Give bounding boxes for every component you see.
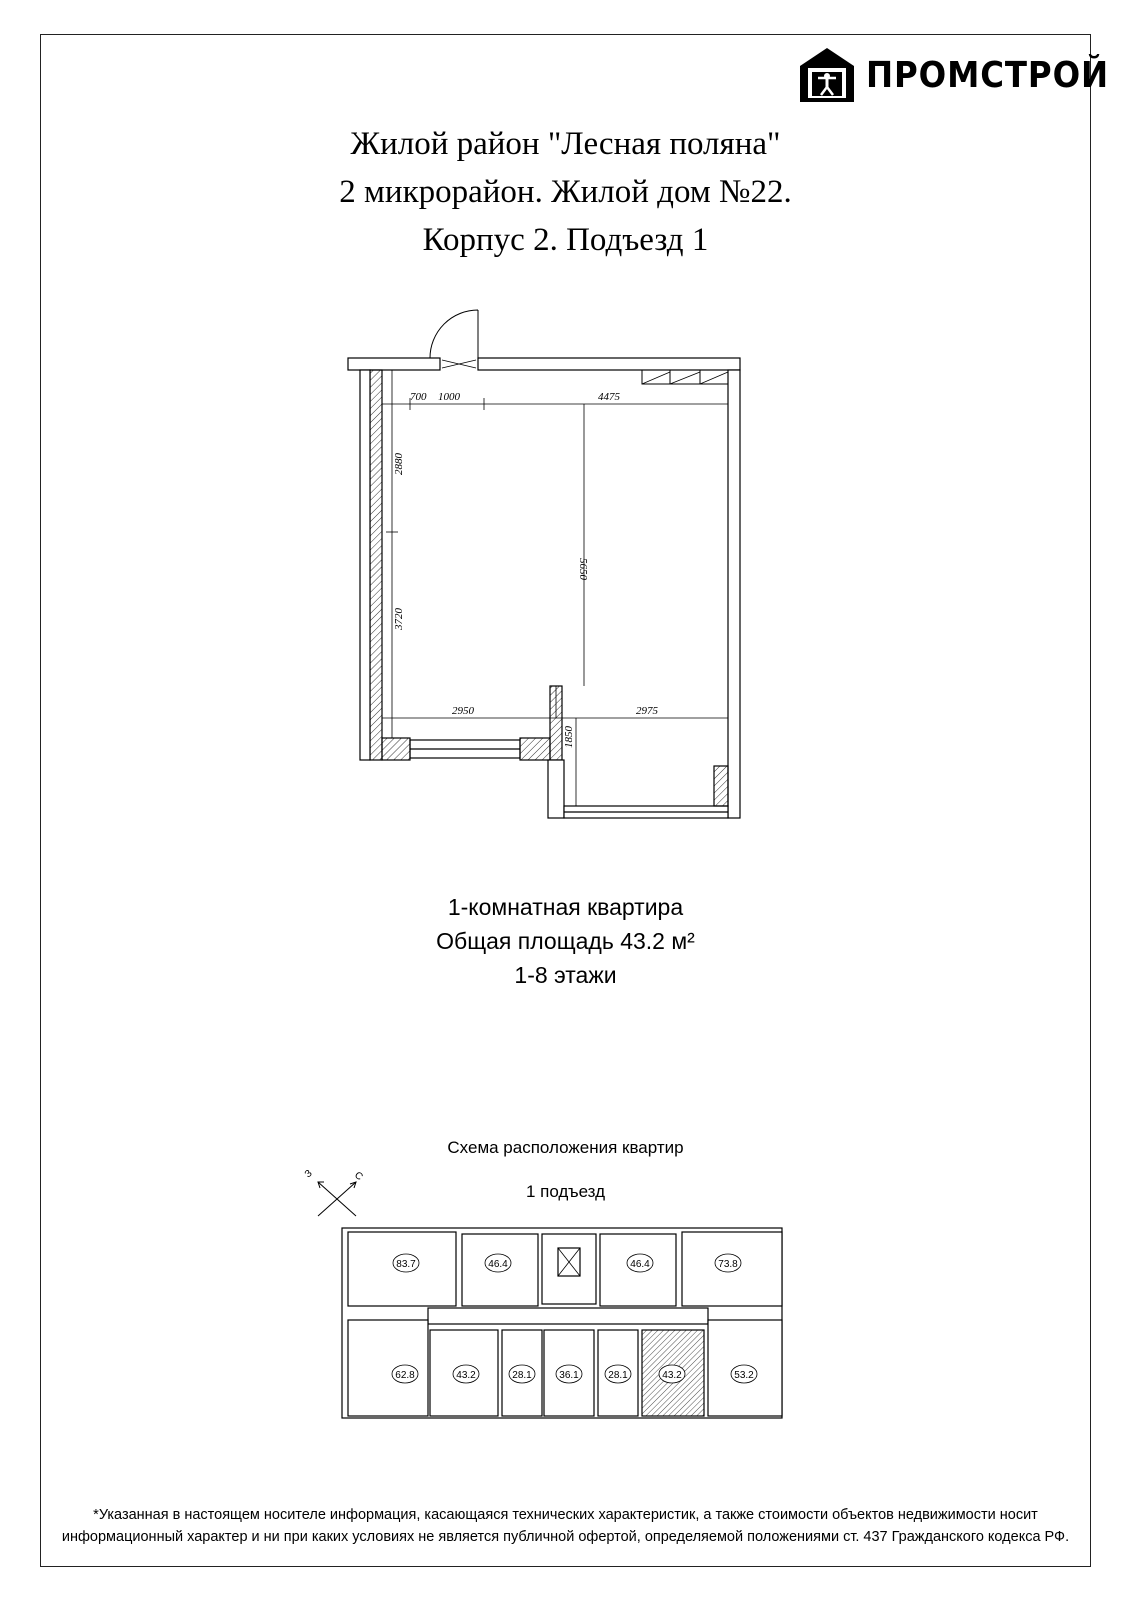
title-line-2: 2 микрорайон. Жилой дом №22. <box>339 174 792 210</box>
wall-left <box>370 370 382 760</box>
brand-logo <box>798 45 1136 105</box>
apartment-type: 1-комнатная квартира <box>447 894 684 920</box>
compass-west: З <box>302 1167 315 1181</box>
apartment-info <box>0 890 1131 992</box>
disclaimer <box>0 1504 1131 1548</box>
area-bottom-6: 43.2 <box>662 1370 682 1381</box>
title-line-3: Корпус 2. Подъезд 1 <box>422 222 709 258</box>
wall-right <box>728 370 740 818</box>
dim-1000: 1000 <box>438 391 460 403</box>
apartment-area: Общая площадь 43.2 м² <box>436 928 695 954</box>
disclaimer-line-2: информационный характер и ни при каких условиях не является публичной офертой, определяемой положениями ст. 437 Гражданского кодекса РФ. <box>61 1529 1070 1545</box>
page-title <box>0 120 1131 264</box>
house-person-icon <box>798 46 856 104</box>
scheme-title: Схема расположения квартир <box>447 1138 684 1157</box>
dim-2975: 2975 <box>636 705 658 717</box>
corridor <box>428 1308 708 1324</box>
wall-bottom-left <box>382 738 410 760</box>
area-bottom-2: 43.2 <box>456 1370 476 1381</box>
wall-step <box>548 760 564 818</box>
dim-2880: 2880 <box>393 453 405 475</box>
dim-5650: 5650 <box>577 558 589 580</box>
wall-top-right <box>478 358 740 370</box>
dim-1850: 1850 <box>563 726 575 748</box>
dim-3720: 3720 <box>393 608 405 630</box>
scheme-subtitle: 1 подъезд <box>525 1182 606 1201</box>
dim-2950: 2950 <box>452 705 474 717</box>
compass-icon <box>318 1182 356 1216</box>
dim-4475: 4475 <box>598 391 620 403</box>
wall-top <box>348 358 440 370</box>
area-top-2: 46.4 <box>488 1259 508 1270</box>
area-bottom-5: 28.1 <box>608 1370 628 1381</box>
ventilation-shafts <box>642 370 728 384</box>
area-top-1: 83.7 <box>396 1259 416 1270</box>
area-bottom-4: 36.1 <box>559 1370 579 1381</box>
apt-bottom-1 <box>348 1320 428 1416</box>
apartment-floor-plan <box>330 300 790 840</box>
area-top-4: 73.8 <box>718 1259 738 1270</box>
disclaimer-line-1: *Указанная в настоящем носителе информация, касающаяся технических характеристик, а также стоимости объектов недвижимости носит <box>93 1507 1038 1523</box>
area-bottom-7: 53.2 <box>734 1370 754 1381</box>
area-bottom-3: 28.1 <box>512 1370 532 1381</box>
area-bottom-1: 62.8 <box>395 1370 415 1381</box>
area-top-3: 46.4 <box>630 1259 650 1270</box>
dim-700: 700 <box>410 391 427 403</box>
compass-north: С <box>352 1169 365 1183</box>
title-line-1: Жилой район "Лесная поляна" <box>350 126 781 162</box>
floor-scheme <box>302 1167 810 1440</box>
brand-name: ПРОМСТРОЙ <box>866 54 1110 96</box>
apartment-floors: 1-8 этажи <box>514 962 617 988</box>
